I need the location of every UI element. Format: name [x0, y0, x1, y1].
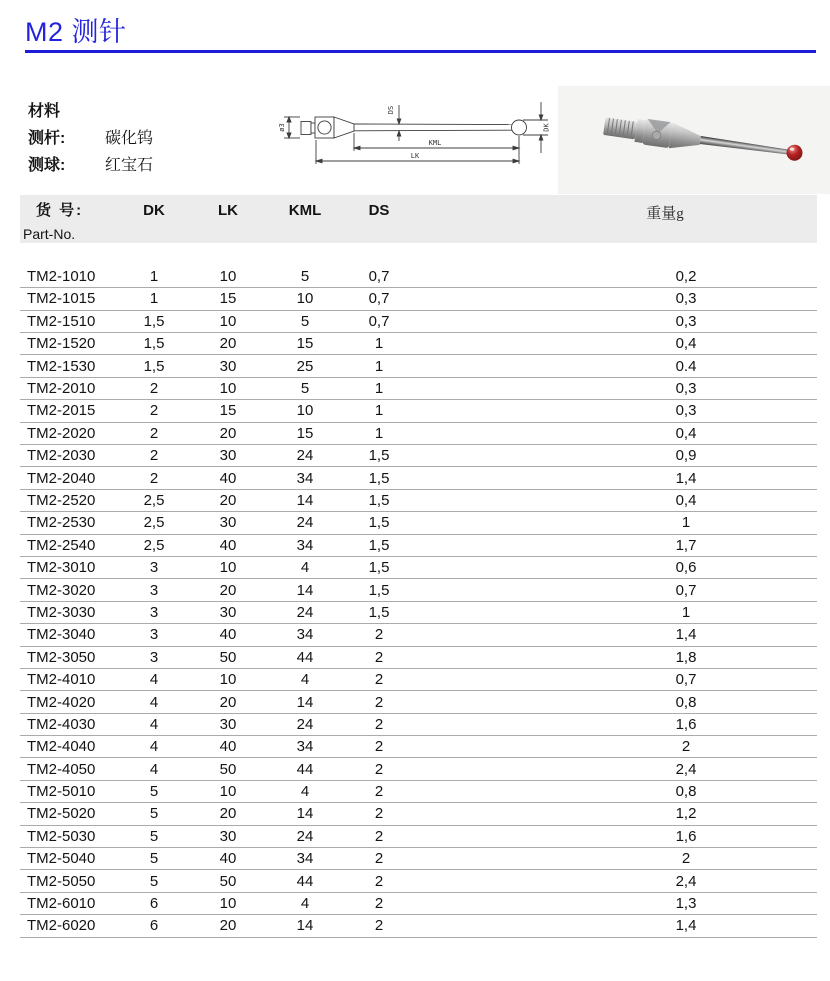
- cell-kml: 34: [296, 738, 314, 756]
- table-row: [20, 668, 817, 690]
- cell-kml: 14: [296, 805, 314, 823]
- cell-part-no: TM2-1015: [27, 290, 96, 308]
- material-row-ball: [28, 152, 153, 175]
- cell-kml: 4: [300, 559, 310, 577]
- cell-kml: 10: [296, 402, 314, 420]
- cell-part-no: TM2-2030: [27, 447, 96, 465]
- cell-weight: 1,3: [675, 895, 697, 913]
- cell-part-no: TM2-1520: [27, 335, 96, 353]
- cell-lk: 20: [219, 917, 237, 935]
- cell-lk: 10: [219, 312, 237, 330]
- cell-lk: 20: [219, 581, 237, 599]
- cell-weight: 0,3: [675, 290, 697, 308]
- table-row: [20, 422, 817, 444]
- cell-lk: 50: [219, 760, 237, 778]
- cell-dk: 2: [149, 424, 159, 442]
- cell-dk: 1: [149, 267, 159, 285]
- cell-weight: 0,6: [675, 559, 697, 577]
- cell-ds: 2: [374, 805, 384, 823]
- cell-part-no: TM2-4010: [27, 671, 96, 689]
- table-body: [20, 243, 817, 937]
- cell-dk: 1: [149, 290, 159, 308]
- cell-weight: 2,4: [675, 760, 697, 778]
- table-row: [20, 736, 817, 758]
- column-header-weight: 重量g: [412, 195, 817, 243]
- cell-dk: 1,5: [143, 357, 165, 375]
- cell-dk: 2: [149, 469, 159, 487]
- cell-ds: 0,7: [368, 267, 390, 285]
- cell-lk: 50: [219, 648, 237, 666]
- cell-ds: 2: [374, 760, 384, 778]
- table-row: [20, 624, 817, 646]
- cell-weight: 0,7: [675, 581, 697, 599]
- diagram-label-d3: ø3: [278, 123, 286, 132]
- table-row: [20, 489, 817, 511]
- cell-dk: 4: [149, 760, 159, 778]
- cell-lk: 30: [219, 447, 237, 465]
- materials-heading: 材料: [28, 103, 61, 120]
- column-header-ds: DS: [346, 195, 412, 243]
- diagram-label-kml: KML: [428, 139, 442, 147]
- diagram-label-dk: DK: [542, 123, 551, 132]
- table-row: [20, 445, 817, 467]
- cell-weight: 0,8: [675, 693, 697, 711]
- cell-part-no: TM2-5040: [27, 850, 96, 868]
- cell-lk: 40: [219, 850, 237, 868]
- cell-weight: 0,4: [675, 424, 697, 442]
- cell-lk: 20: [219, 693, 237, 711]
- cell-kml: 44: [296, 648, 314, 666]
- table-row: [20, 758, 817, 780]
- cell-part-no: TM2-2020: [27, 424, 96, 442]
- cell-lk: 20: [219, 335, 237, 353]
- cell-ds: 1,5: [368, 491, 390, 509]
- cell-lk: 20: [219, 491, 237, 509]
- cell-lk: 10: [219, 671, 237, 689]
- diagram-label-lk: LK: [410, 152, 420, 160]
- cell-part-no: TM2-6020: [27, 917, 96, 935]
- cell-dk: 2: [149, 447, 159, 465]
- stylus-photo: [555, 78, 830, 200]
- cell-lk: 40: [219, 469, 237, 487]
- cell-weight: 1,6: [675, 827, 697, 845]
- cell-kml: 5: [300, 380, 310, 398]
- stylus-dimension-diagram: [276, 83, 563, 188]
- cell-kml: 44: [296, 760, 314, 778]
- cell-lk: 10: [219, 895, 237, 913]
- cell-weight: 0.4: [675, 357, 697, 375]
- cell-part-no: TM2-1510: [27, 312, 96, 330]
- cell-kml: 14: [296, 491, 314, 509]
- table-row: [20, 803, 817, 825]
- table-row: [20, 288, 817, 310]
- cell-lk: 10: [219, 783, 237, 801]
- material-label-shaft: 测杆:: [28, 130, 66, 147]
- column-header-kml: KML: [264, 195, 346, 243]
- cell-ds: 1,5: [368, 559, 390, 577]
- table-row: [20, 355, 817, 377]
- cell-kml: 34: [296, 626, 314, 644]
- cell-part-no: TM2-1530: [27, 357, 96, 375]
- cell-ds: 1,5: [368, 469, 390, 487]
- cell-kml: 24: [296, 603, 314, 621]
- table-row: [20, 915, 817, 937]
- cell-dk: 2: [149, 380, 159, 398]
- cell-ds: 2: [374, 917, 384, 935]
- cell-ds: 2: [374, 671, 384, 689]
- cell-ds: 1,5: [368, 536, 390, 554]
- table-row: [20, 265, 817, 287]
- cell-kml: 24: [296, 447, 314, 465]
- cell-lk: 10: [219, 267, 237, 285]
- cell-part-no: TM2-5010: [27, 783, 96, 801]
- cell-kml: 14: [296, 581, 314, 599]
- cell-dk: 3: [149, 581, 159, 599]
- table-header-row: [20, 195, 817, 243]
- cell-kml: 24: [296, 827, 314, 845]
- cell-weight: 0,4: [675, 491, 697, 509]
- cell-kml: 4: [300, 783, 310, 801]
- cell-dk: 2: [149, 402, 159, 420]
- cell-part-no: TM2-4020: [27, 693, 96, 711]
- table-row: [20, 892, 817, 914]
- cell-part-no: TM2-3010: [27, 559, 96, 577]
- cell-ds: 2: [374, 648, 384, 666]
- cell-ds: 2: [374, 827, 384, 845]
- cell-ds: 2: [374, 738, 384, 756]
- cell-weight: 2: [681, 850, 691, 868]
- cell-kml: 25: [296, 357, 314, 375]
- cell-weight: 0,3: [675, 312, 697, 330]
- cell-kml: 34: [296, 469, 314, 487]
- cell-part-no: TM2-5030: [27, 827, 96, 845]
- diagram-label-ds: DS: [387, 105, 395, 115]
- cell-kml: 15: [296, 424, 314, 442]
- material-label-ball: 测球:: [28, 157, 66, 174]
- cell-dk: 6: [149, 917, 159, 935]
- cell-kml: 24: [296, 715, 314, 733]
- cell-ds: 0,7: [368, 290, 390, 308]
- cell-weight: 1,8: [675, 648, 697, 666]
- cell-kml: 34: [296, 536, 314, 554]
- cell-part-no: TM2-2520: [27, 491, 96, 509]
- table-row: [20, 825, 817, 847]
- cell-part-no: TM2-2540: [27, 536, 96, 554]
- column-header-part-no: [20, 195, 116, 243]
- cell-part-no: TM2-3020: [27, 581, 96, 599]
- cell-part-no: TM2-4050: [27, 760, 96, 778]
- cell-lk: 20: [219, 805, 237, 823]
- cell-dk: 5: [149, 805, 159, 823]
- cell-weight: 1,7: [675, 536, 697, 554]
- table-row: [20, 556, 817, 578]
- column-header-part-cn: 货 号:: [36, 202, 84, 219]
- cell-dk: 4: [149, 715, 159, 733]
- table-row: [20, 400, 817, 422]
- cell-part-no: TM2-5050: [27, 872, 96, 890]
- cell-kml: 14: [296, 917, 314, 935]
- cell-dk: 4: [149, 738, 159, 756]
- cell-kml: 14: [296, 693, 314, 711]
- column-header-lk: LK: [192, 195, 264, 243]
- title-underline: [25, 50, 816, 53]
- cell-part-no: TM2-3030: [27, 603, 96, 621]
- cell-weight: 0,4: [675, 335, 697, 353]
- cell-lk: 15: [219, 290, 237, 308]
- cell-dk: 2,5: [143, 514, 165, 532]
- table-row: [20, 310, 817, 332]
- cell-ds: 2: [374, 850, 384, 868]
- cell-ds: 1: [374, 357, 384, 375]
- materials-block: [28, 98, 153, 179]
- cell-dk: 5: [149, 850, 159, 868]
- cell-part-no: TM2-1010: [27, 267, 96, 285]
- cell-lk: 30: [219, 357, 237, 375]
- cell-lk: 40: [219, 536, 237, 554]
- table-row: [20, 691, 817, 713]
- cell-weight: 0,8: [675, 783, 697, 801]
- cell-part-no: TM2-2040: [27, 469, 96, 487]
- cell-weight: 2,4: [675, 872, 697, 890]
- cell-ds: 1,5: [368, 447, 390, 465]
- cell-lk: 40: [219, 626, 237, 644]
- cell-dk: 4: [149, 671, 159, 689]
- header-body-gap: [20, 243, 817, 265]
- material-value-shaft: 碳化钨: [105, 130, 154, 147]
- cell-dk: 5: [149, 827, 159, 845]
- cell-dk: 1,5: [143, 312, 165, 330]
- cell-dk: 4: [149, 693, 159, 711]
- cell-part-no: TM2-2010: [27, 380, 96, 398]
- cell-ds: 1: [374, 335, 384, 353]
- cell-kml: 24: [296, 514, 314, 532]
- cell-kml: 5: [300, 312, 310, 330]
- cell-weight: 1,2: [675, 805, 697, 823]
- cell-lk: 30: [219, 715, 237, 733]
- table-row: [20, 848, 817, 870]
- cell-ds: 2: [374, 626, 384, 644]
- table-row: [20, 601, 817, 623]
- cell-part-no: TM2-4040: [27, 738, 96, 756]
- cell-weight: 1: [681, 514, 691, 532]
- cell-weight: 0,3: [675, 402, 697, 420]
- cell-dk: 2,5: [143, 491, 165, 509]
- cell-dk: 3: [149, 648, 159, 666]
- cell-lk: 50: [219, 872, 237, 890]
- table-row: [20, 467, 817, 489]
- cell-kml: 34: [296, 850, 314, 868]
- cell-dk: 2,5: [143, 536, 165, 554]
- cell-part-no: TM2-2015: [27, 402, 96, 420]
- material-row-shaft: [28, 125, 153, 148]
- cell-weight: 1,4: [675, 469, 697, 487]
- cell-dk: 5: [149, 872, 159, 890]
- cell-lk: 40: [219, 738, 237, 756]
- cell-ds: 2: [374, 872, 384, 890]
- cell-ds: 2: [374, 715, 384, 733]
- table-row: [20, 534, 817, 556]
- cell-weight: 0,3: [675, 380, 697, 398]
- table-row: [20, 713, 817, 735]
- cell-kml: 5: [300, 267, 310, 285]
- column-header-part-en: Part-No.: [23, 226, 76, 242]
- table-row: [20, 579, 817, 601]
- cell-lk: 20: [219, 424, 237, 442]
- cell-ds: 1: [374, 380, 384, 398]
- cell-ds: 1,5: [368, 581, 390, 599]
- cell-part-no: TM2-5020: [27, 805, 96, 823]
- column-header-dk: DK: [116, 195, 192, 243]
- table-row: [20, 333, 817, 355]
- cell-ds: 2: [374, 783, 384, 801]
- cell-lk: 10: [219, 559, 237, 577]
- cell-lk: 30: [219, 603, 237, 621]
- cell-part-no: TM2-3050: [27, 648, 96, 666]
- cell-kml: 44: [296, 872, 314, 890]
- table-row: [20, 646, 817, 668]
- cell-weight: 1: [681, 603, 691, 621]
- cell-part-no: TM2-6010: [27, 895, 96, 913]
- table-row: [20, 870, 817, 892]
- cell-dk: 5: [149, 783, 159, 801]
- table-row: [20, 512, 817, 534]
- cell-part-no: TM2-4030: [27, 715, 96, 733]
- cell-dk: 6: [149, 895, 159, 913]
- cell-weight: 0,9: [675, 447, 697, 465]
- cell-weight: 1,4: [675, 917, 697, 935]
- cell-lk: 30: [219, 514, 237, 532]
- cell-part-no: TM2-2530: [27, 514, 96, 532]
- cell-lk: 10: [219, 380, 237, 398]
- cell-weight: 1,4: [675, 626, 697, 644]
- cell-kml: 15: [296, 335, 314, 353]
- cell-ds: 1,5: [368, 603, 390, 621]
- cell-lk: 30: [219, 827, 237, 845]
- cell-ds: 1,5: [368, 514, 390, 532]
- cell-ds: 0,7: [368, 312, 390, 330]
- cell-dk: 3: [149, 559, 159, 577]
- spec-table: [20, 195, 817, 938]
- cell-ds: 2: [374, 693, 384, 711]
- cell-dk: 1,5: [143, 335, 165, 353]
- cell-lk: 15: [219, 402, 237, 420]
- cell-dk: 3: [149, 626, 159, 644]
- cell-weight: 1,6: [675, 715, 697, 733]
- cell-ds: 2: [374, 895, 384, 913]
- material-value-ball: 红宝石: [105, 157, 154, 174]
- cell-weight: 0,2: [675, 267, 697, 285]
- page-title: M2 测针: [25, 17, 127, 47]
- table-row: [20, 780, 817, 802]
- cell-kml: 10: [296, 290, 314, 308]
- cell-weight: 0,7: [675, 671, 697, 689]
- cell-weight: 2: [681, 738, 691, 756]
- cell-ds: 1: [374, 424, 384, 442]
- cell-kml: 4: [300, 895, 310, 913]
- cell-dk: 3: [149, 603, 159, 621]
- cell-ds: 1: [374, 402, 384, 420]
- cell-kml: 4: [300, 671, 310, 689]
- table-row: [20, 377, 817, 399]
- cell-part-no: TM2-3040: [27, 626, 96, 644]
